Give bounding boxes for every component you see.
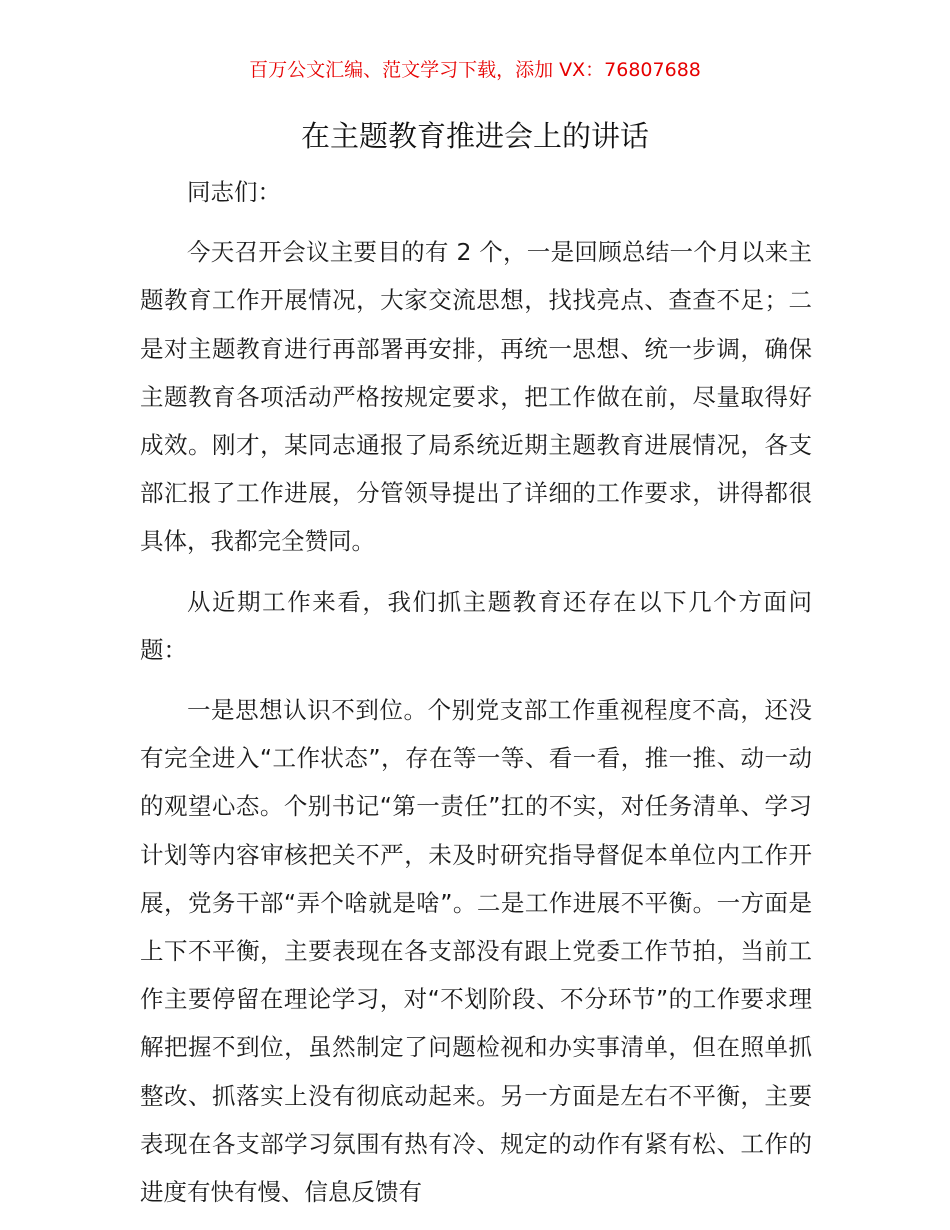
- document-title: 在主题教育推进会上的讲话: [300, 119, 649, 153]
- document-body: [140, 168, 812, 1228]
- paragraph-intro: 今天召开会议主要目的有 2 个，一是回顾总结一个月以来主题教育工作开展情况，大家交流思想，找找亮点、查查不足；二是对主题教育进行再部署再安排，再统一思想、统一步调，确保主题教育各项活动严格按规定要求，把工作做在前，尽量取得好成效。刚才，某同志通报了局系统近期主题教育进展情况，各支部汇报了工作进展，分管领导提出了详细的工作要求，讲得都很具体，我都完全赞同。: [140, 238, 812, 556]
- salutation: 同志们：: [187, 178, 281, 206]
- header-watermark-note: 百万公文汇编、范文学习下载，添加 VX：76807688: [249, 59, 701, 81]
- paragraph-problems-lead: 从近期工作来看，我们抓主题教育还存在以下几个方面问题：: [140, 587, 812, 664]
- paragraph-problems-detail: 一是思想认识不到位。个别党支部工作重视程度不高，还没有完全进入“工作状态”，存在等一等、看一看，推一推、动一动的观望心态。个别书记“第一责任”扛的不实，对任务清单、学习计划等内容审核把关不严，未及时研究指导督促本单位内工作开展，党务干部“弄个啥就是啥”。二是工作进展不平衡。一方面是上下不平衡，主要表现在各支部没有跟上党委工作节拍，当前工作主要停留在理论学习，对“不划阶段、不分环节”的工作要求理解把握不到位，虽然制定了问题检视和办实事清单，但在照单抓整改、抓落实上没有彻底动起来。另一方面是左右不平衡，主要表现在各支部学习氛围有热有冷、规定的动作有紧有松、工作的进度有快有慢、信息反馈有: [140, 696, 812, 1207]
